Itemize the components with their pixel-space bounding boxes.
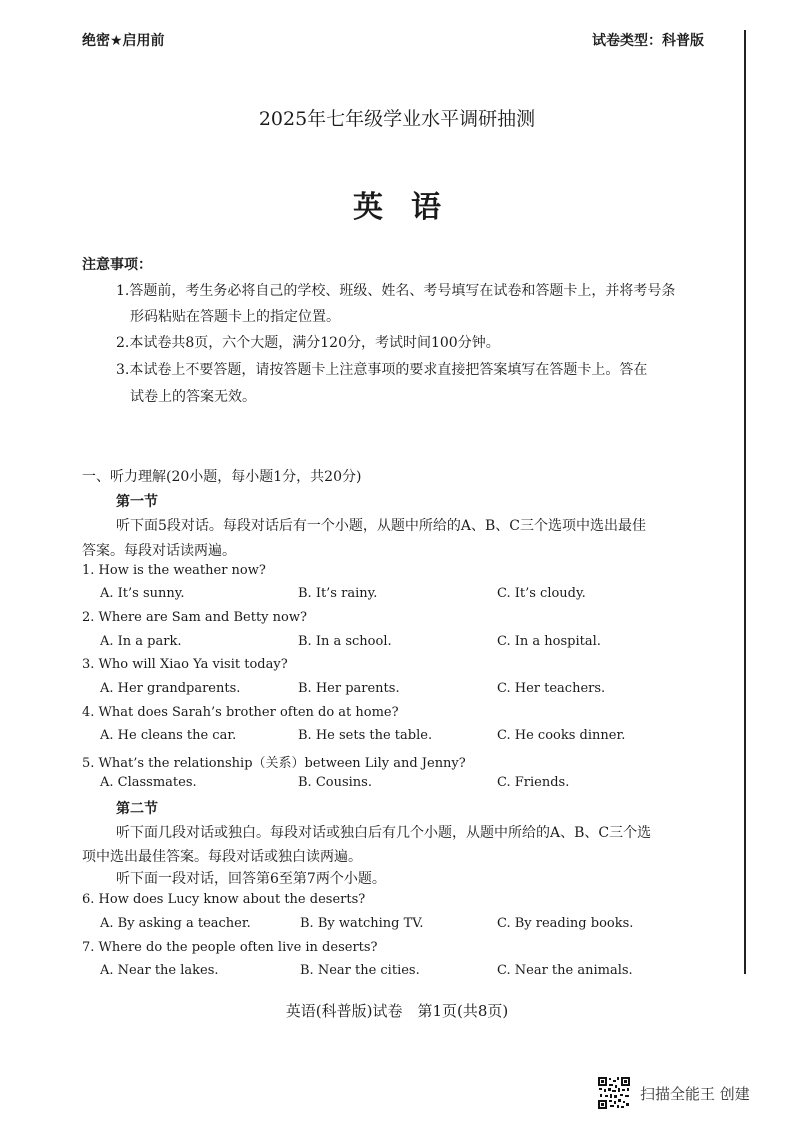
question-3-option-a: A. Her grandparents.: [100, 681, 241, 696]
question-1-stem: 1. How is the weather now?: [82, 563, 266, 578]
question-6-option-a: A. By asking a teacher.: [100, 916, 251, 931]
part-1-heading: 第一节: [116, 494, 158, 510]
question-4-stem: 4. What does Sarah’s brother often do at home?: [82, 705, 399, 720]
question-4-option-b: B. He sets the table.: [298, 728, 433, 743]
paper-type-label: 试卷类型：科普版: [592, 33, 704, 49]
question-1-option-c: C. It’s cloudy.: [497, 586, 586, 601]
question-2-option-c: C. In a hospital.: [497, 634, 601, 649]
question-5-option-a: A. Classmates.: [100, 775, 197, 790]
question-3-stem: 3. Who will Xiao Ya visit today?: [82, 657, 288, 672]
note-2: 2.本试卷共8页，六个大题，满分120分，考试时间100分钟。: [116, 335, 500, 351]
question-6-option-c: C. By reading books.: [497, 916, 634, 931]
question-4-option-a: A. He cleans the car.: [100, 728, 237, 743]
question-7-option-c: C. Near the animals.: [497, 963, 633, 978]
section-1-title: 一、听力理解(20小题，每小题1分，共20分): [82, 469, 362, 485]
question-5-stem: 5. What’s the relationship（关系）between Lily and Jenny?: [82, 756, 466, 771]
question-7-option-a: A. Near the lakes.: [100, 963, 219, 978]
binding-line: [744, 30, 746, 974]
question-5-option-c: C. Friends.: [497, 775, 570, 790]
question-7-stem: 7. Where do the people often live in deserts?: [82, 940, 378, 955]
part-1-instruction-line2: 答案。每段对话读两遍。: [82, 543, 236, 559]
question-6-option-b: B. By watching TV.: [300, 916, 424, 931]
question-2-option-b: B. In a school.: [298, 634, 392, 649]
note-3-line1: 3.本试卷上不要答题，请按答题卡上注意事项的要求直接把答案填写在答题卡上。答在: [116, 362, 648, 378]
page-footer: 英语(科普版)试卷 第1页(共8页): [285, 1002, 509, 1020]
question-3-option-c: C. Her teachers.: [497, 681, 606, 696]
qr-code-icon: [597, 1076, 631, 1110]
confidential-label: 绝密★启用前: [82, 33, 165, 49]
scanner-watermark: 扫描全能王 创建: [640, 1085, 750, 1103]
part-2-sub-instruction: 听下面一段对话，回答第6至第7两个小题。: [116, 871, 386, 887]
question-7-option-b: B. Near the cities.: [300, 963, 420, 978]
question-2-stem: 2. Where are Sam and Betty now?: [82, 610, 307, 625]
note-1-line2: 形码粘贴在答题卡上的指定位置。: [130, 309, 340, 325]
note-1-line1: 1.答题前，考生务必将自己的学校、班级、姓名、考号填写在试卷和答题卡上，并将考号条: [116, 283, 676, 299]
exam-title: 2025年七年级学业水平调研抽测: [258, 108, 536, 130]
part-2-heading: 第二节: [116, 801, 158, 817]
part-2-instruction-line1: 听下面几段对话或独白。每段对话或独白后有几个小题，从题中所给的A、B、C三个选: [116, 825, 652, 841]
question-1-option-b: B. It’s rainy.: [298, 586, 378, 601]
notes-heading: 注意事项：: [82, 257, 152, 273]
subject-title: 英语: [353, 190, 469, 225]
question-4-option-c: C. He cooks dinner.: [497, 728, 626, 743]
part-1-instruction-line1: 听下面5段对话。每段对话后有一个小题，从题中所给的A、B、C三个选项中选出最佳: [116, 518, 647, 534]
question-6-stem: 6. How does Lucy know about the deserts?: [82, 892, 366, 907]
question-5-option-b: B. Cousins.: [298, 775, 372, 790]
note-3-line2: 试卷上的答案无效。: [130, 389, 256, 405]
question-3-option-b: B. Her parents.: [298, 681, 400, 696]
question-2-option-a: A. In a park.: [100, 634, 182, 649]
part-2-instruction-line2: 项中选出最佳答案。每段对话或独白读两遍。: [82, 849, 362, 865]
question-1-option-a: A. It’s sunny.: [100, 586, 185, 601]
